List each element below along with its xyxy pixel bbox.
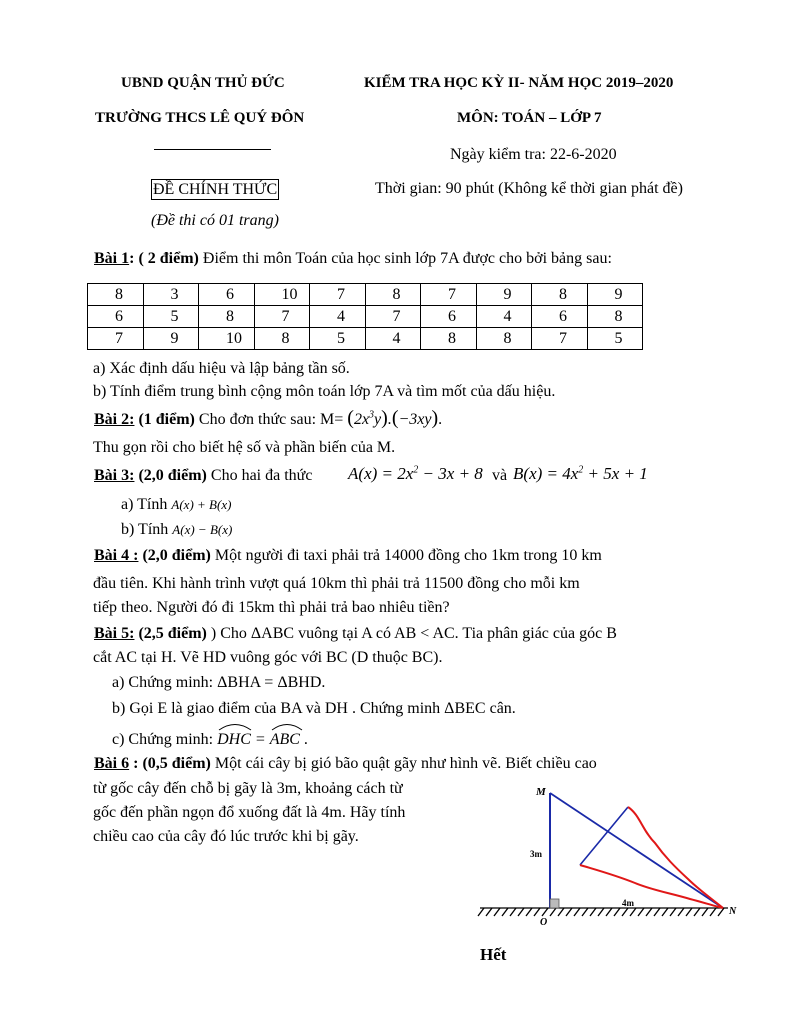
pages-note: (Đề thi có 01 trang) xyxy=(151,212,279,229)
table-cell: 7 xyxy=(254,306,310,328)
table-row xyxy=(88,328,643,350)
table-cell: 4 xyxy=(310,306,366,328)
table-cell: 10 xyxy=(199,328,255,350)
scores-table xyxy=(87,283,643,350)
table-cell: 4 xyxy=(365,328,421,350)
label-distance: 4m xyxy=(622,898,634,908)
table-cell: 7 xyxy=(310,284,366,306)
table-cell: 8 xyxy=(88,284,144,306)
bai3-a-label: a) Tính xyxy=(121,496,168,513)
table-cell: 6 xyxy=(199,284,255,306)
bai1-label: Bài 1 xyxy=(94,250,130,267)
bai4-line3: tiếp theo. Người đó đi 15km thì phải trả bao nhiêu tiền? xyxy=(93,599,450,616)
table-row xyxy=(88,306,643,328)
bai2-points: (1 điểm) xyxy=(134,411,195,428)
table-cell: 8 xyxy=(476,328,532,350)
bai5-heading xyxy=(94,624,617,644)
table-cell: 9 xyxy=(143,328,199,350)
broken-branch-line xyxy=(580,807,628,865)
table-cell: 7 xyxy=(88,328,144,350)
bai6-text: Một cái cây bị gió bão quật gãy như hình vẽ. Biết chiều cao xyxy=(210,755,597,772)
table-cell: 7 xyxy=(532,328,588,350)
bai6-points: : (0,5 điểm) xyxy=(129,755,211,772)
exam-title: KIỂM TRA HỌC KỲ II- NĂM HỌC 2019–2020 xyxy=(364,75,674,91)
table-cell: 5 xyxy=(310,328,366,350)
bai5-c: c) Chứng minh: DHC = ABC . xyxy=(112,730,308,750)
monomial-M: $(2x^3y).(-3xy)$ xyxy=(347,407,439,429)
tree-figure xyxy=(470,775,745,935)
school-name: TRƯỜNG THCS LÊ QUÝ ĐÔN xyxy=(95,110,305,126)
table-cell: 6 xyxy=(88,306,144,328)
header-divider xyxy=(154,149,271,150)
polynomial-A: $A(x) = 2x^2 - 3x + 8$ xyxy=(348,464,483,483)
angle-equation: DHC = ABC xyxy=(217,731,304,748)
table-cell: 8 xyxy=(199,306,255,328)
table-cell: 9 xyxy=(587,284,643,306)
bai3-and: và xyxy=(492,467,508,484)
table-cell: 5 xyxy=(587,328,643,350)
bai3-label: Bài 3: xyxy=(94,467,135,484)
bai4-label: Bài 4 : xyxy=(94,547,139,564)
bai6-heading xyxy=(94,754,597,774)
official-badge: ĐỀ CHÍNH THỨC xyxy=(153,181,278,198)
bai4-line2: đầu tiên. Khi hành trình vượt quá 10km thì phải trả 11500 đồng cho mỗi km xyxy=(93,575,580,592)
bai1-a: a) Xác định dấu hiệu và lập bảng tần số. xyxy=(93,360,350,377)
table-cell: 9 xyxy=(476,284,532,306)
bai6-line2: từ gốc cây đến chỗ bị gãy là 3m, khoảng cách từ xyxy=(93,780,403,797)
right-angle-mark xyxy=(550,899,559,908)
ground-hatch xyxy=(478,908,728,916)
bai5-text: ) Cho ΔABC vuông tại A có AB < AC. Tia phân giác của góc B xyxy=(206,625,617,642)
bai5-c-label: c) Chứng minh: xyxy=(112,731,214,748)
bai3-a: a) Tính A(x) + B(x) xyxy=(121,496,232,513)
label-N: N xyxy=(729,906,737,917)
bai3-b: b) Tính A(x) − B(x) xyxy=(121,521,233,538)
table-cell: 7 xyxy=(421,284,477,306)
bai6-label: Bài 6 xyxy=(94,755,130,772)
exam-time: Thời gian: 90 phút (Không kể thời gian phát đề) xyxy=(375,180,683,197)
label-O: O xyxy=(540,917,548,928)
exam-date: Ngày kiểm tra: 22-6-2020 xyxy=(450,146,617,163)
bai1-points: : ( 2 điểm) xyxy=(129,250,199,267)
bai4-text: Một người đi taxi phải trả 14000 đồng cho 1km trong 10 km xyxy=(210,547,602,564)
crown-outline-upper xyxy=(628,807,723,908)
bai3-b-label: b) Tính xyxy=(121,521,169,538)
hypotenuse-line xyxy=(550,793,723,908)
label-M: M xyxy=(536,786,546,798)
end-marker: Hết xyxy=(480,945,507,964)
table-cell: 8 xyxy=(587,306,643,328)
label-height: 3m xyxy=(530,849,542,859)
bai2-heading: Bài 2: (1 điểm) Cho đơn thức sau: $M= (2x^3y).(-3xy)$. xyxy=(94,407,443,429)
table-cell: 8 xyxy=(421,328,477,350)
bai6-line4: chiều cao của cây đó lúc trước khi bị gãy. xyxy=(93,828,359,845)
table-cell: 6 xyxy=(421,306,477,328)
district-name: UBND QUẬN THỦ ĐỨC xyxy=(121,75,285,91)
bai5-label: Bài 5: xyxy=(94,625,135,642)
table-cell: 3 xyxy=(143,284,199,306)
bai3-points: (2,0 điểm) xyxy=(134,467,207,484)
table-cell: 5 xyxy=(143,306,199,328)
table-cell: 4 xyxy=(476,306,532,328)
bai5-points: (2,5 điểm) xyxy=(134,625,207,642)
bai1-text: Điểm thi môn Toán của học sinh lớp 7A được cho bởi bảng sau: xyxy=(198,250,612,267)
bai3-heading xyxy=(94,466,312,486)
bai1-b: b) Tính điểm trung bình cộng môn toán lớp 7A và tìm mốt của dấu hiệu. xyxy=(93,383,556,400)
subject-title: MÔN: TOÁN – LỚP 7 xyxy=(457,110,602,126)
crown-outline-lower xyxy=(580,865,723,908)
bai6-line3: gốc đến phần ngọn đổ xuống đất là 4m. Hãy tính xyxy=(93,804,406,821)
table-cell: 7 xyxy=(365,306,421,328)
bai5-b: b) Gọi E là giao điểm của BA và DH . Chứng minh ΔBEC cân. xyxy=(112,700,516,717)
table-cell: 8 xyxy=(254,328,310,350)
bai4-heading xyxy=(94,546,602,566)
bai5-a: a) Chứng minh: ΔBHA = ΔBHD. xyxy=(112,674,326,691)
bai2-text: Cho đơn thức sau: M= xyxy=(194,411,344,428)
table-cell: 8 xyxy=(532,284,588,306)
bai2-line2: Thu gọn rồi cho biết hệ số và phần biến của M. xyxy=(93,439,396,456)
table-row xyxy=(88,284,643,306)
table-cell: 10 xyxy=(254,284,310,306)
bai4-points: (2,0 điểm) xyxy=(138,547,211,564)
bai1-heading xyxy=(94,249,612,269)
table-cell: 8 xyxy=(365,284,421,306)
table-cell: 6 xyxy=(532,306,588,328)
polynomial-B: $B(x) = 4x^2 + 5x + 1$ xyxy=(513,464,648,483)
bai5-line2: cắt AC tại H. Vẽ HD vuông góc với BC (D thuộc BC). xyxy=(93,649,443,666)
bai3-text: Cho hai đa thức xyxy=(206,467,313,484)
bai2-label: Bài 2: xyxy=(94,411,135,428)
